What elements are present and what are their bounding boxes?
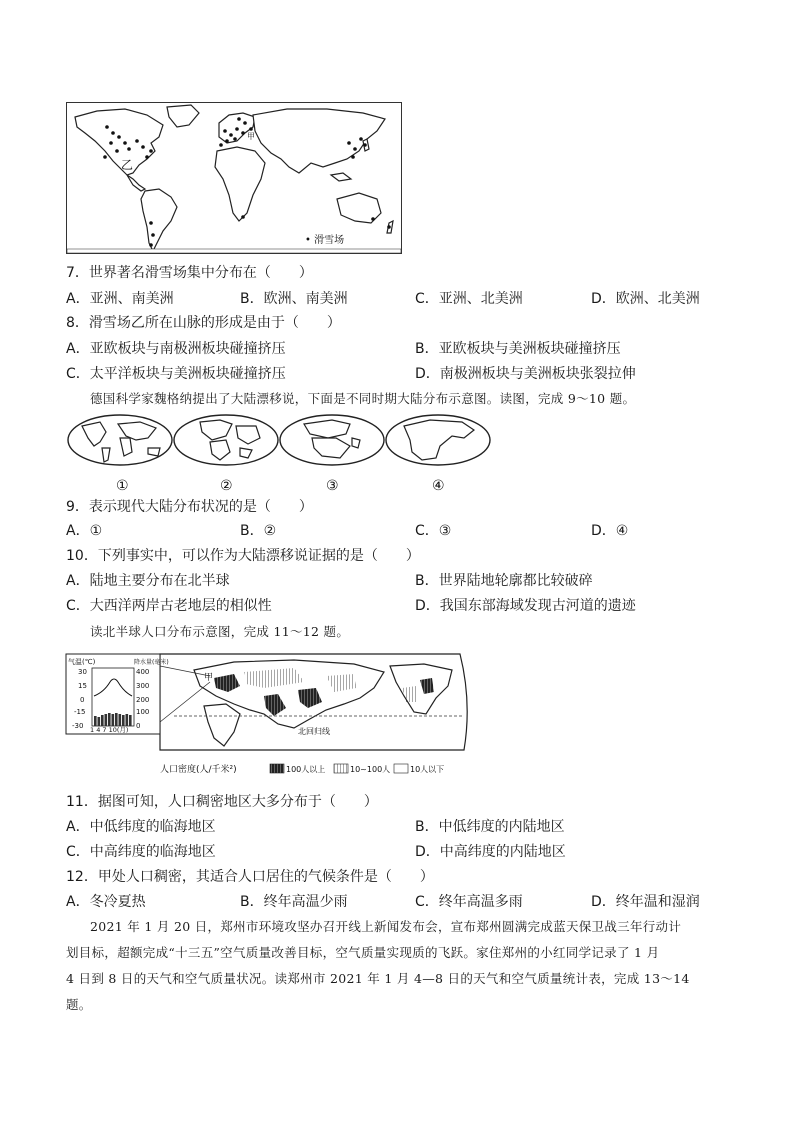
q12-stem: 12．甲处人口稠密，其适合人口居住的气候条件是（ ）: [66, 869, 434, 885]
q8-option-a[interactable]: A．亚欧板块与南极洲板块碰撞挤压: [66, 341, 286, 357]
density-legend: [160, 763, 444, 775]
precip-tick-400: 400: [136, 668, 150, 676]
q11-stem: 11．据图可知，人口稠密地区大多分布于（ ）: [66, 794, 378, 810]
q12-option-d[interactable]: D．终年温和湿润: [591, 894, 700, 910]
climate-left-label: 气温(℃): [68, 658, 96, 666]
continental-drift-figure: [60, 412, 500, 498]
q12-option-a[interactable]: A．冬冷夏热: [66, 894, 146, 910]
q10-option-d[interactable]: D．我国东部海域发现古河道的遗迹: [415, 598, 636, 614]
drift-map-1: [68, 415, 172, 494]
temp-tick-neg30: -30: [72, 722, 84, 730]
q8-option-d[interactable]: D．南极洲板块与美洲板块张裂拉伸: [415, 366, 636, 382]
q7-option-c[interactable]: C．亚洲、北美洲: [415, 291, 523, 307]
population-map-figure: [64, 652, 474, 782]
q12-option-c[interactable]: C．终年高温多雨: [415, 894, 523, 910]
q12-option-b[interactable]: B．终年高温少雨: [240, 894, 348, 910]
intro-13-14-line2: 划目标，超额完成“十三五”空气质量改善目标，空气质量实现质的飞跃。家住郑州的小红同学记录了 1 月: [66, 945, 660, 960]
point-jia-label: 甲: [204, 673, 214, 683]
intro-11-12: 读北半球人口分布示意图，完成 11～12 题。: [90, 624, 350, 639]
q10-stem: 10．下列事实中，可以作为大陆漂移说证据的是（ ）: [66, 548, 420, 564]
precip-tick-300: 300: [136, 682, 150, 690]
q8-option-b[interactable]: B．亚欧板块与美洲板块碰撞挤压: [415, 341, 621, 357]
q8-option-c[interactable]: C．太平洋板块与美洲板块碰撞挤压: [66, 366, 286, 382]
drift-map-3: [280, 415, 384, 494]
drift-map-4: [386, 415, 490, 494]
q10-option-b[interactable]: B．世界陆地轮廓都比较破碎: [415, 573, 593, 589]
q10-option-a[interactable]: A．陆地主要分布在北半球: [66, 573, 230, 589]
map-legend: • 滑雪场: [305, 235, 345, 246]
tropic-label: 北回归线: [298, 727, 330, 736]
label-yi: 乙: [121, 158, 134, 172]
q7-option-d[interactable]: D．欧洲、北美洲: [591, 291, 700, 307]
q11-option-a[interactable]: A．中低纬度的临海地区: [66, 819, 216, 835]
intro-9-10: 德国科学家魏格纳提出了大陆漂移说，下面是不同时期大陆分布示意图。读图，完成 9～10 题。: [90, 391, 636, 406]
drift-label-2: ②: [220, 478, 233, 494]
q9-option-b[interactable]: B．②: [240, 523, 277, 539]
density-level-mid: 10~100人: [350, 765, 391, 774]
precip-tick-200: 200: [136, 696, 150, 704]
density-legend-title: 人口密度(人/千米²): [160, 765, 237, 775]
climate-chart-inset: [66, 654, 169, 734]
q8-stem: 8．滑雪场乙所在山脉的形成是由于（ ）: [66, 315, 341, 331]
precip-tick-100: 100: [136, 708, 150, 716]
density-level-low: 10人以下: [410, 765, 445, 774]
q11-option-b[interactable]: B．中低纬度的内陆地区: [415, 819, 565, 835]
month-axis: 1 4 7 10(月): [90, 726, 129, 734]
population-map-graphic: [64, 652, 474, 782]
q7-option-b[interactable]: B．欧洲、南美洲: [240, 291, 348, 307]
q9-stem: 9．表示现代大陆分布状况的是（ ）: [66, 499, 313, 515]
drift-label-4: ④: [432, 478, 445, 494]
drift-map-2: [174, 415, 278, 494]
drift-label-1: ①: [116, 478, 129, 494]
intro-13-14-line1: 2021 年 1 月 20 日，郑州市环境攻坚办召开线上新闻发布会，宣布郑州圆满完成蓝天保卫战三年行动计: [90, 919, 682, 934]
q10-option-c[interactable]: C．大西洋两岸古老地层的相似性: [66, 598, 272, 614]
drift-label-3: ③: [326, 478, 339, 494]
continental-drift-graphic: [60, 412, 500, 498]
q11-option-d[interactable]: D．中高纬度的内陆地区: [415, 844, 566, 860]
q7-option-a[interactable]: A．亚洲、南美洲: [66, 291, 174, 307]
q9-option-d[interactable]: D．④: [591, 523, 629, 539]
label-jia: 甲: [247, 132, 255, 141]
q7-stem: 7．世界著名滑雪场集中分布在（ ）: [66, 265, 313, 281]
density-level-high: 100人以上: [286, 765, 326, 774]
temp-tick-15: 15: [78, 682, 87, 690]
temp-tick-0: 0: [80, 696, 85, 704]
q9-option-a[interactable]: A．①: [66, 523, 103, 539]
q11-option-c[interactable]: C．中高纬度的临海地区: [66, 844, 216, 860]
intro-13-14-line3: 4 日到 8 日的天气和空气质量状况。读郑州市 2021 年 1 月 4—8 日的天气和空气质量统计表，完成 13～14: [66, 971, 690, 986]
ski-resort-map: [66, 102, 402, 254]
q9-option-c[interactable]: C．③: [415, 523, 452, 539]
ski-resort-map-graphic: [67, 103, 401, 253]
temp-tick-neg15: -15: [74, 708, 86, 716]
climate-right-label: 降水量(毫米): [134, 659, 169, 666]
intro-13-14-line4: 题。: [66, 997, 92, 1012]
precip-tick-0: 0: [136, 722, 141, 730]
temp-tick-30: 30: [78, 668, 87, 676]
